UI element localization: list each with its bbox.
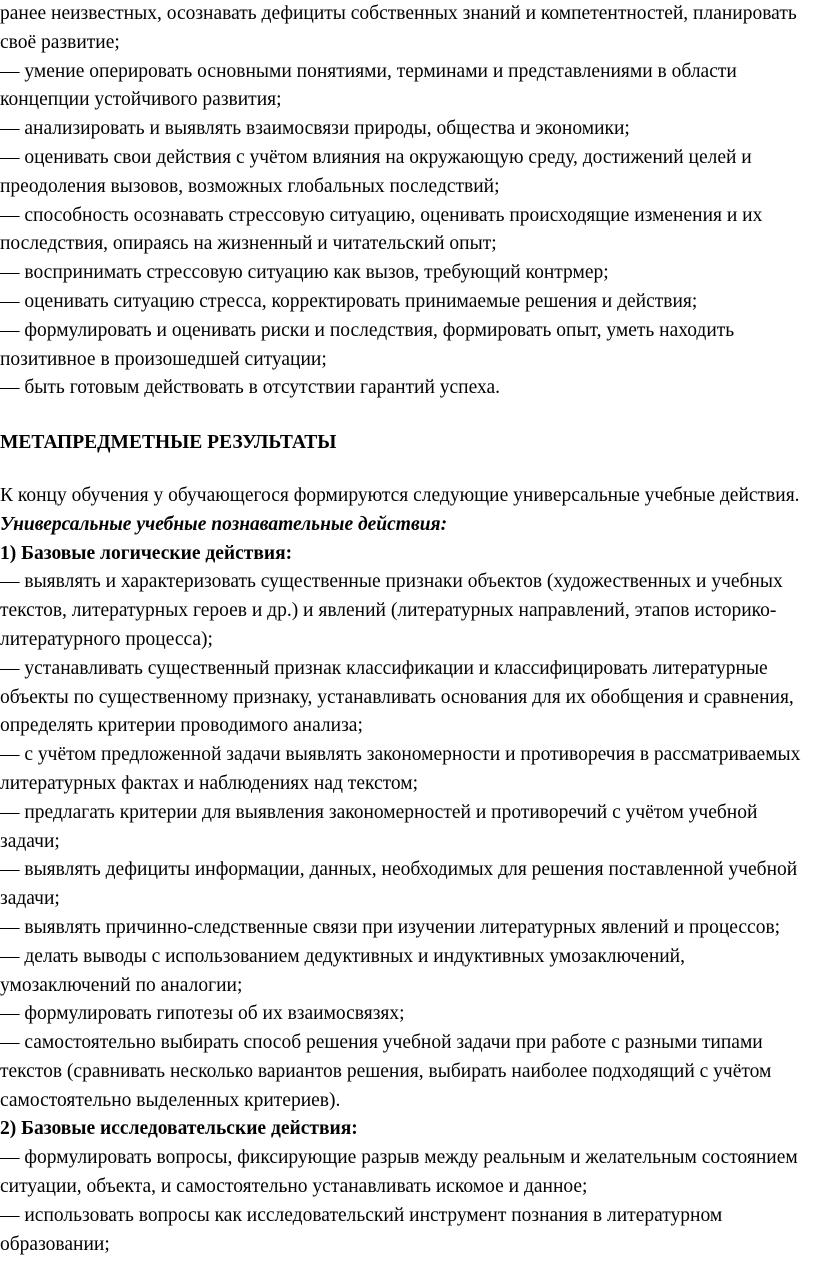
intro-paragraph: К концу обучения у обучающегося формируются следующие универсальные учебные действия. <box>0 484 800 506</box>
list-item: — использовать вопросы как исследовательский инструмент познания в литературном образовании; <box>0 1204 723 1255</box>
list-item: — способность осознавать стрессовую ситуацию, оценивать происходящие изменения и их последствия, опираясь на жизненный и читательский опыт; <box>0 204 763 255</box>
list-item: — формулировать вопросы, фиксирующие разрыв между реальным и желательным состоянием ситуации, объекта, и самостоятельно устанавливать искомое и данное; <box>0 1147 798 1198</box>
list-item: — делать выводы с использованием дедуктивных и индуктивных умозаключений, умозаключений по аналогии; <box>0 945 685 996</box>
list-item: — оценивать ситуацию стресса, корректировать принимаемые решения и действия; <box>0 290 698 312</box>
group-title-logical: 1) Базовые логические действия: <box>0 542 293 564</box>
list-item: — оценивать свои действия с учётом влияния на окружающую среду, достижений целей и преодоления вызовов, возможных глобальных последствий; <box>0 146 752 197</box>
list-item: ранее неизвестных, осознавать дефициты собственных знаний и компетентностей, планировать своё развитие; <box>0 3 797 53</box>
list-item: — выявлять и характеризовать существенные признаки объектов (художественных и учебных текстов, литературных героев и др.) и явлений (литературных направлений, этапов историко-литературного процесса); <box>0 571 783 650</box>
list-item: — воспринимать стрессовую ситуацию как вызов, требующий контрмер; <box>0 262 609 284</box>
list-item: — с учётом предложенной задачи выявлять закономерности и противоречия в рассматриваемых литературных фактах и наблюдениях над текстом; <box>0 744 801 794</box>
group-title-research: 2) Базовые исследовательские действия: <box>0 1118 358 1140</box>
spacer <box>0 458 804 482</box>
list-item: — быть готовым действовать в отсутствии гарантий успеха. <box>0 377 501 399</box>
list-item: — устанавливать существенный признак классификации и классифицировать литературные объекты по существенному признаку, устанавливать основания для их обобщения и сравнения, определять критерии проводимого анализа; <box>0 657 794 737</box>
list-item: — анализировать и выявлять взаимосвязи природы, общества и экономики; <box>0 118 630 140</box>
section-title: МЕТАПРЕДМЕТНЫЕ РЕЗУЛЬТАТЫ <box>0 432 337 454</box>
list-item: — формулировать гипотезы об их взаимосвязях; <box>0 1003 405 1025</box>
list-item: — самостоятельно выбирать способ решения учебной задачи при работе с разными типами текстов (сравнивать несколько вариантов решения, выбирать наиболее подходящий с учётом самостоятельно выделенных критериев). <box>0 1032 772 1111</box>
list-item: — предлагать критерии для выявления закономерностей и противоречий с учётом учебной задачи; <box>0 801 758 852</box>
list-item: — выявлять причинно-следственные связи при изучении литературных явлений и процессов; <box>0 916 781 938</box>
list-item: — формулировать и оценивать риски и последствия, формировать опыт, уметь находить позитивное в произошедшей ситуации; <box>0 319 735 370</box>
list-item: — выявлять дефициты информации, данных, необходимых для решения поставленной учебной задачи; <box>0 859 798 910</box>
spacer <box>0 403 804 429</box>
list-item: — умение оперировать основными понятиями, терминами и представлениями в области концепции устойчивого развития; <box>0 60 737 111</box>
subsection-title: Универсальные учебные познавательные действия: <box>0 513 448 535</box>
